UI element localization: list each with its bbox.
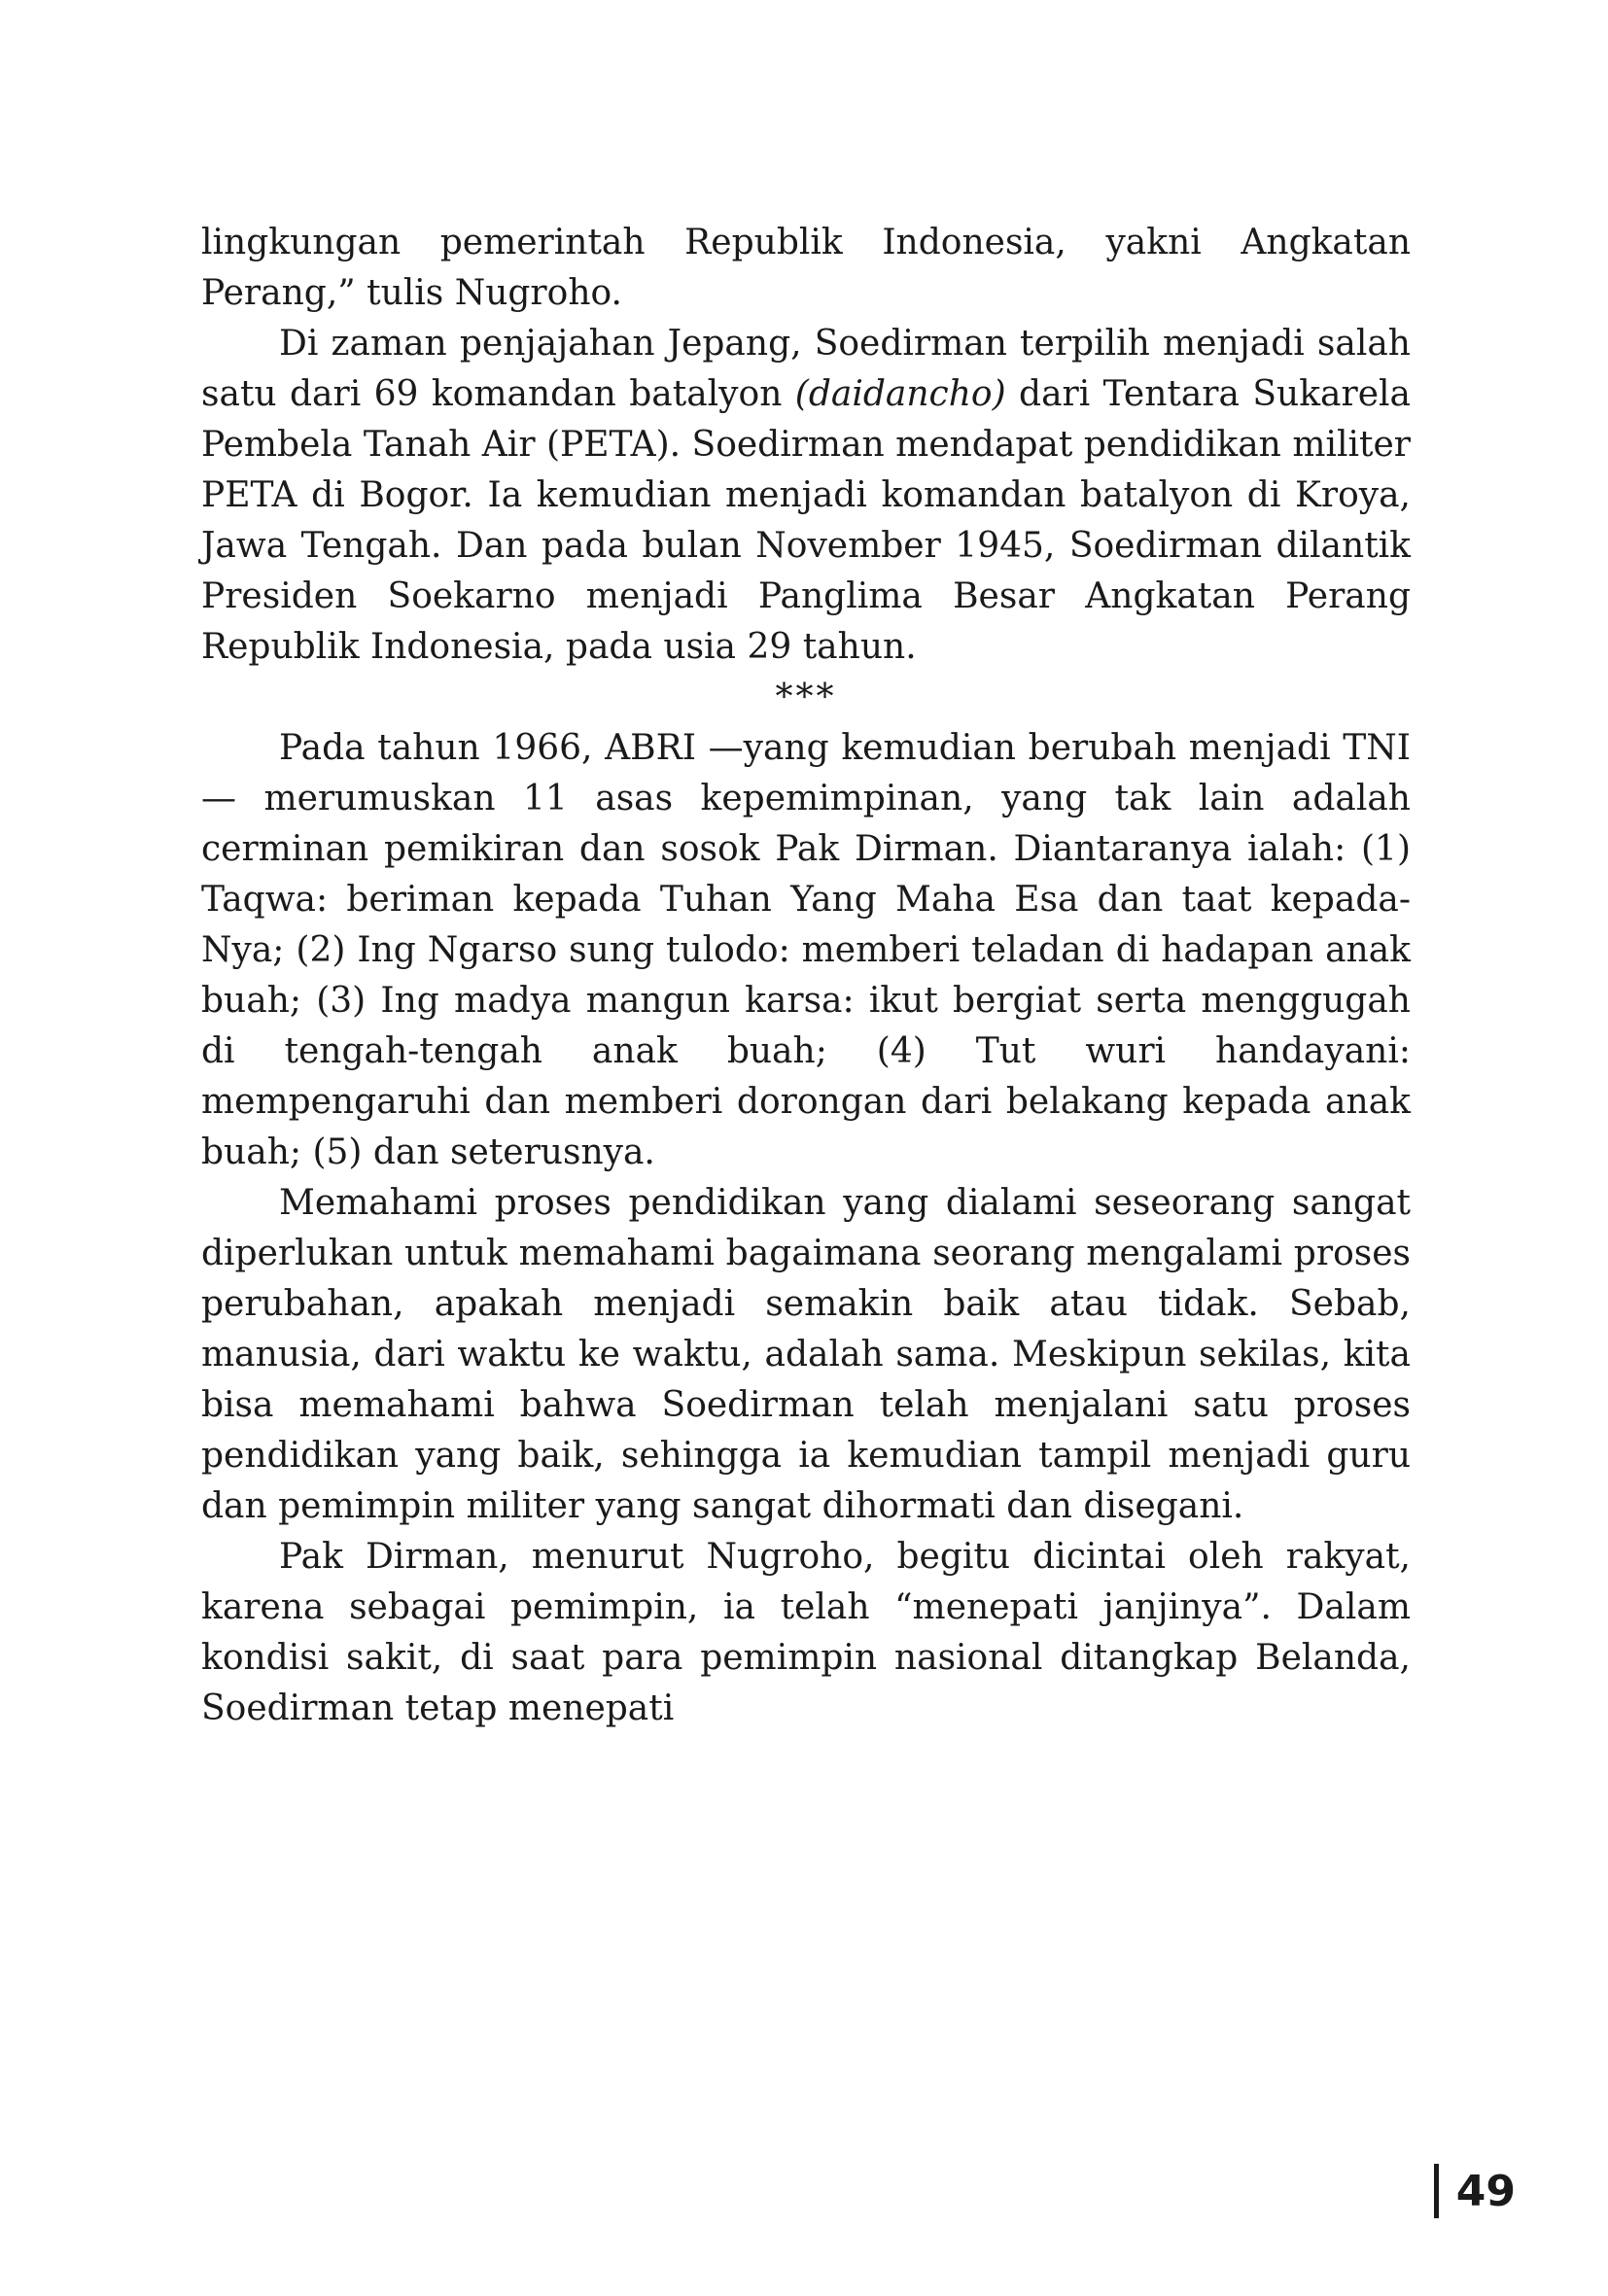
paragraph-continuation (201, 218, 1411, 319)
italic-term-daidancho: (daidancho) (794, 374, 1006, 414)
paragraph-text: lingkungan pemerintah Republik Indonesia, yakni Angkatan Perang,” tulis Nugroho. (201, 223, 1411, 313)
paragraph-proses-pendidikan: Memahami proses pendidikan yang dialami seseorang sangat diperlukan untuk memahami bagaimana seorang mengalami proses perubahan, apakah menjadi semakin baik atau tidak. Sebab, manusia, dari waktu ke waktu, adalah sama. Meskipun sekilas, kita bisa memahami bahwa Soedirman telah menjalani satu proses pendidikan yang baik, sehingga ia kemudian tampil menjadi guru dan pemimpin militer yang sangat dihormati dan disegani. (201, 1183, 1411, 1526)
paragraph-abri-asas: Pada tahun 1966, ABRI —yang kemudian berubah menjadi TNI— merumuskan 11 asas kepemimpinan, yang tak lain adalah cerminan pemikiran dan sosok Pak Dirman. Diantaranya ialah: (1) Taqwa: beriman kepada Tuhan Yang Maha Esa dan taat kepada-Nya; (2) Ing Ngarso sung tulodo: memberi teladan di hadapan anak buah; (3) Ing madya mangun karsa: ikut bergiat serta menggugah di tengah-tengah anak buah; (4) Tut wuri handayani: mempengaruhi dan memberi dorongan dari belakang kepada anak buah; (5) dan seterusnya. (201, 728, 1411, 1172)
paragraph-text: Di zaman penjajahan Jepang, Soedirman terpilih menjadi salah satu dari 69 komandan batalyon (201, 324, 1411, 414)
paragraph-pak-dirman: Pak Dirman, menurut Nugroho, begitu dicintai oleh rakyat, karena sebagai pemimpin, ia telah “menepati janjinya”. Dalam kondisi sakit, di saat para pemimpin nasional ditangkap Belanda, Soedirman tetap menepati (201, 1537, 1411, 1728)
section-separator: *** (775, 678, 837, 717)
page-number: 49 (1455, 2166, 1516, 2216)
page-footer (1434, 2164, 1516, 2218)
paragraph-peta (201, 319, 1411, 673)
paragraph-text: dari Tentara Sukarela Pembela Tanah Air (PETA). Soedirman mendapat pendidikan militer PETA di Bogor. Ia kemudian menjadi komandan batalyon di Kroya, Jawa Tengah. Dan pada bulan November 1945, Soedirman dilantik Presiden Soekarno menjadi Panglima Besar Angkatan Perang Republik Indonesia, pada usia 29 tahun. (201, 374, 1412, 667)
page-number-rule (1434, 2164, 1439, 2218)
page-content (201, 218, 1411, 1734)
